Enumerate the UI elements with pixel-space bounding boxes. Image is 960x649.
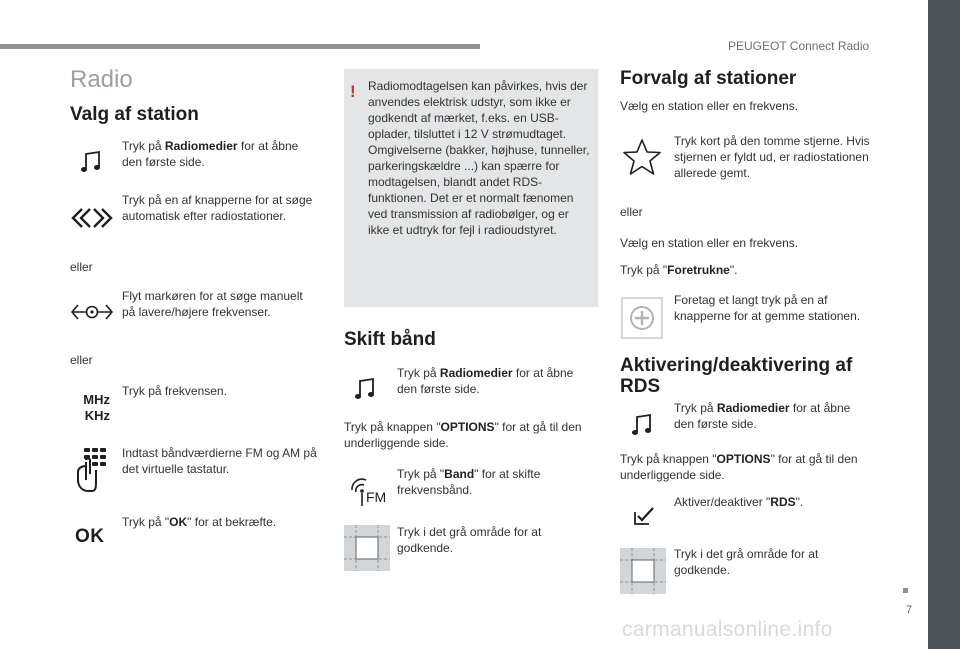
step-open-radio-media: Tryk på Radiomedier for at åbne den første side. — [397, 366, 574, 396]
step-options: Tryk på knappen "OPTIONS" for at gå til den underliggende side. — [620, 452, 858, 482]
music-note-icon — [354, 377, 376, 401]
step-tap-frequency: Tryk på frekvensen. — [122, 384, 227, 398]
warning-text: Radiomodtagelsen kan påvirkes, hvis der anvendes elektrisk udstyr, som ikke er godkendt af mærket, f.eks. en USB-oplader, tilsluttet i 12 V strømudtaget. Omgivelserne (bakker, højhuse, tunneller, parkeringskældre ...) kan spærre for modtagelsen, blandt andet RDS-funktionen. Det er et normalt fænomen ved transmission af radiobølger, og er ikke et udtryk for fejl i radioudstyret. — [368, 79, 590, 237]
star-outline-icon — [622, 138, 662, 176]
watermark: carmanualsonline.info — [622, 618, 833, 641]
grey-area-icon — [620, 548, 666, 594]
step-toggle-rds: Aktiver/deaktiver "RDS". — [674, 495, 804, 509]
header-title: PEUGEOT Connect Radio — [728, 39, 870, 53]
step-switch-band: Tryk på "Band" for at skifte frekvensbånd. — [397, 467, 541, 497]
music-note-icon — [80, 150, 102, 174]
frequency-unit-icon: MHz KHz — [83, 392, 110, 423]
section-title: Radio — [70, 66, 133, 93]
step-confirm-ok: Tryk på "OK" for at bekræfte. — [122, 515, 277, 529]
add-preset-icon — [621, 297, 663, 339]
heading-rds: Aktivering/deaktivering af RDS — [620, 355, 853, 397]
step-long-press-save: Foretag et langt tryk på en af knapperne for at gemme stationen. — [674, 293, 861, 323]
step-enter-band-values: Indtast båndværdierne FM og AM på det virtuelle tastatur. — [122, 446, 317, 476]
seek-arrows-icon — [70, 206, 114, 230]
header-bar — [0, 44, 480, 49]
step-confirm-grey-area: Tryk i det grå område for at godkende. — [397, 525, 542, 555]
right-rail — [928, 0, 960, 649]
or-text: eller — [70, 260, 93, 274]
step-manual-search: Flyt markøren for at søge manuelt på lavere/højere frekvenser. — [122, 289, 303, 319]
grey-area-icon — [344, 525, 390, 571]
music-note-icon — [631, 413, 653, 437]
keypad-hand-icon — [74, 446, 110, 494]
checkbox-checked-icon — [633, 506, 655, 526]
heading-skift-band: Skift bånd — [344, 329, 436, 350]
paragraph-select-station: Vælg en station eller en frekvens. — [620, 236, 799, 250]
ok-icon: OK — [75, 526, 105, 547]
paragraph-favourites: Tryk på "Foretrukne". — [620, 263, 738, 277]
page-number: 7 — [906, 604, 913, 616]
step-auto-search: Tryk på en af knapperne for at søge automatisk efter radiostationer. — [122, 193, 313, 223]
heading-valg-af-station: Valg af station — [70, 104, 199, 125]
step-tap-star: Tryk kort på den tomme stjerne. Hvis stjernen er fyldt ud, er radiostationen allerede gemt. — [674, 134, 870, 180]
heading-forvalg: Forvalg af stationer — [620, 68, 797, 89]
or-text: eller — [70, 353, 93, 367]
tuning-cursor-icon — [70, 302, 114, 322]
fm-label: FM — [366, 489, 387, 505]
step-confirm-grey-area: Tryk i det grå område for at godkende. — [674, 547, 819, 577]
warning-icon: ! — [350, 82, 356, 101]
paragraph-select-station: Vælg en station eller en frekvens. — [620, 99, 799, 113]
step-open-radio-media: Tryk på Radiomedier for at åbne den første side. — [122, 139, 299, 169]
step-options: Tryk på knappen "OPTIONS" for at gå til den underliggende side. — [344, 420, 582, 450]
page-marker — [903, 588, 908, 593]
step-open-radio-media: Tryk på Radiomedier for at åbne den første side. — [674, 401, 851, 431]
or-text: eller — [620, 205, 643, 219]
